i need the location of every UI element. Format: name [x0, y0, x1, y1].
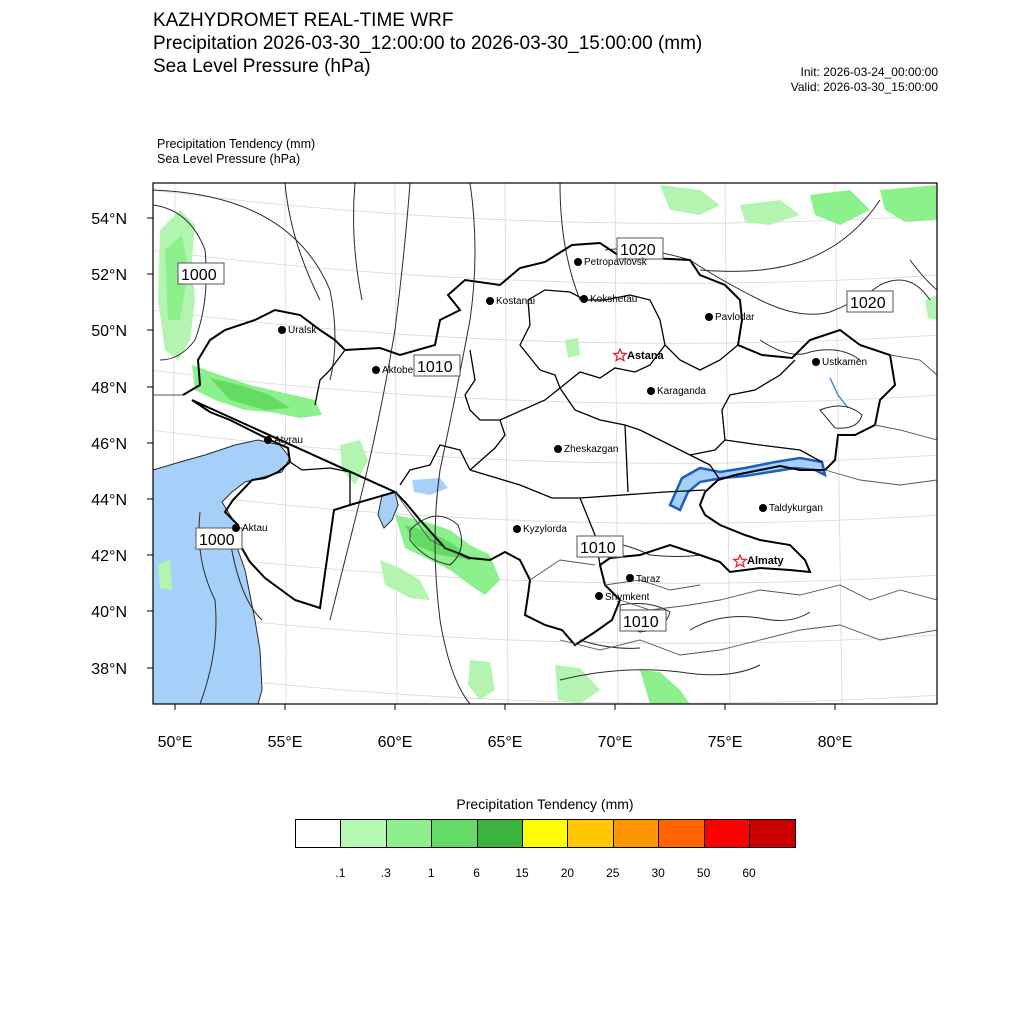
colorbar-label: 30	[651, 866, 665, 880]
subtitle-line-1: Precipitation Tendency (mm)	[157, 137, 316, 151]
city-marker	[759, 504, 767, 512]
colorbar-box	[296, 820, 341, 847]
lon-label: 80°E	[817, 734, 853, 751]
colorbar-label: 60	[742, 866, 756, 880]
colorbar-label: .1	[335, 866, 346, 880]
colorbar-label: 25	[606, 866, 620, 880]
valid-time: Valid: 2026-03-30_15:00:00	[790, 80, 938, 94]
lake-zaysan	[830, 378, 848, 408]
colorbar-box	[659, 820, 704, 847]
title-line-3: Sea Level Pressure (hPa)	[153, 56, 371, 77]
city-label-capital: Astana	[627, 350, 664, 362]
title-line-2: Precipitation 2026-03-30_12:00:00 to 2026-03-30_15:00:00 (mm)	[153, 33, 703, 54]
lat-label: 42°N	[91, 548, 127, 565]
city-label: Karaganda	[657, 386, 706, 397]
colorbar-box	[750, 820, 795, 847]
colorbar-box	[478, 820, 523, 847]
colorbar-box	[614, 820, 659, 847]
lat-label: 52°N	[91, 267, 127, 284]
lat-label: 40°N	[91, 604, 127, 621]
capital-star-icon	[734, 555, 746, 567]
title-line-1: KAZHYDROMET REAL-TIME WRF	[153, 10, 454, 31]
isobar-label: 1020	[850, 295, 886, 312]
lat-label: 38°N	[91, 661, 127, 678]
colorbar-box	[523, 820, 568, 847]
city-label: Taraz	[636, 574, 661, 585]
lon-label: 75°E	[707, 734, 743, 751]
city-label: Kostanai	[496, 296, 535, 307]
city-label: Petropavlovsk	[584, 257, 647, 268]
city-label: Aktau	[242, 523, 268, 534]
colorbar-label: 20	[560, 866, 575, 880]
city-marker	[513, 525, 521, 533]
city-marker	[705, 313, 713, 321]
lat-label: 54°N	[91, 211, 127, 228]
isobar-label: 1000	[199, 532, 235, 549]
city-label: Kyzylorda	[523, 524, 567, 535]
lat-label: 50°N	[91, 323, 127, 340]
colorbar-label: 50	[696, 866, 711, 880]
city-marker	[626, 574, 634, 582]
subtitle-line-2: Sea Level Pressure (hPa)	[157, 152, 301, 166]
city-marker	[647, 387, 655, 395]
colorbar-box	[705, 820, 750, 847]
colorbar-label: 1	[427, 866, 435, 880]
isobar-label: 1010	[580, 540, 616, 557]
city-marker	[372, 366, 380, 374]
city-marker	[486, 297, 494, 305]
init-time: Init: 2026-03-24_00:00:00	[800, 65, 938, 79]
colorbar-labels	[0, 866, 1024, 886]
city-label-capital: Almaty	[747, 555, 784, 567]
city-marker	[232, 524, 240, 532]
lat-label: 46°N	[91, 436, 127, 453]
city-marker	[574, 258, 582, 266]
isobar-label: 1000	[181, 267, 217, 284]
colorbar-label: .3	[380, 866, 391, 880]
city-marker	[580, 295, 588, 303]
colorbar-label: 15	[515, 866, 529, 880]
lon-label: 55°E	[267, 734, 303, 751]
isobar-label: 1020	[620, 242, 656, 259]
aral-sea-east	[412, 478, 448, 495]
city-marker	[554, 445, 562, 453]
isobar-label: 1010	[417, 359, 453, 376]
aral-sea	[378, 492, 398, 528]
city-label: Aktobe	[382, 365, 414, 376]
caspian-sea	[153, 440, 290, 704]
city-label: Shymkent	[605, 592, 650, 603]
city-marker	[812, 358, 820, 366]
colorbar	[295, 819, 796, 848]
lon-label: 65°E	[487, 734, 523, 751]
lon-label: 60°E	[377, 734, 413, 751]
city-label: Zheskazgan	[564, 444, 619, 455]
city-label: Uralsk	[288, 325, 317, 336]
city-label: Atyrau	[274, 435, 303, 446]
city-marker	[264, 436, 272, 444]
isobar-label: 1010	[623, 614, 659, 631]
colorbar-box	[387, 820, 432, 847]
colorbar-label: 6	[473, 866, 480, 880]
colorbar-box	[341, 820, 386, 847]
colorbar-box	[432, 820, 477, 847]
city-label: Ustkamen	[822, 357, 868, 368]
lat-label: 48°N	[91, 380, 127, 397]
colorbar-title: Precipitation Tendency (mm)	[456, 796, 634, 812]
city-marker	[278, 326, 286, 334]
colorbar-box	[568, 820, 613, 847]
lon-label: 50°E	[157, 734, 193, 751]
city-marker	[595, 592, 603, 600]
lat-label: 44°N	[91, 492, 127, 509]
city-label: Pavlodar	[715, 312, 755, 323]
city-label: Kokshetau	[590, 294, 638, 305]
lon-label: 70°E	[597, 734, 633, 751]
city-label: Taldykurgan	[769, 503, 823, 514]
